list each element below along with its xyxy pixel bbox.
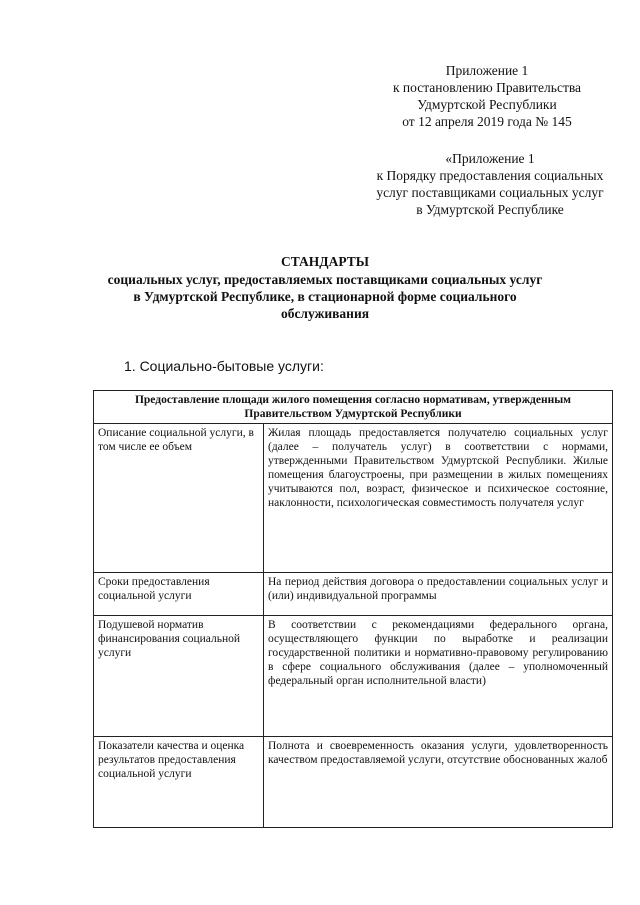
table-row <box>94 616 613 737</box>
row-label: Подушевой норматив финансирования социальной услуги <box>94 616 264 737</box>
appendix-main-line-1: Приложение 1 <box>445 63 529 78</box>
appendix-inner-block <box>345 150 635 218</box>
title-heading: СТАНДАРТЫ <box>280 254 370 269</box>
row-value: На период действия договора о предоставлении социальных услуг и (или) индивидуальной программы <box>264 573 613 616</box>
document-title <box>80 253 570 322</box>
table-row <box>94 573 613 616</box>
appendix-main-line-3: Удмуртской Республики <box>417 97 557 112</box>
table-row <box>94 737 613 828</box>
appendix-inner-line-1: «Приложение 1 <box>445 151 535 166</box>
appendix-inner-line-4: в Удмуртской Республике <box>416 202 564 217</box>
section-heading: 1. Социально-бытовые услуги: <box>124 358 324 374</box>
appendix-main-line-4: от 12 апреля 2019 года № 145 <box>402 114 572 129</box>
service-standard-table <box>93 390 613 828</box>
row-label: Сроки предоставления социальной услуги <box>94 573 264 616</box>
title-line-3: обслуживания <box>280 306 370 321</box>
appendix-inner-line-3: услуг поставщиками социальных услуг <box>376 185 604 200</box>
table-header: Предоставление площади жилого помещения согласно нормативам, утвержденным Правительством Удмуртской Республики <box>94 391 613 424</box>
appendix-main-block <box>372 62 602 130</box>
table-header-row <box>94 391 613 424</box>
title-line-1: социальных услуг, предоставляемых поставщиками социальных услуг <box>107 272 543 287</box>
row-value: Жилая площадь предоставляется получателю социальных услуг (далее – получатель услуг) в соответствии с нормами, утвержденными Правительством Удмуртской Республики. Жилые помещения благоустроены, при размещении в жилых помещениях учитываются пол, возраст, физическое и психическое состояние, наклонности, психологическая совместимость получателя услуг <box>264 424 613 573</box>
appendix-inner-line-2: к Порядку предоставления социальных <box>376 168 604 183</box>
table-row <box>94 424 613 573</box>
row-label: Описание социальной услуги, в том числе ее объем <box>94 424 264 573</box>
row-value: В соответствии с рекомендациями федерального органа, осуществляющего функции по выработке и реализации государственной политики и нормативно-правовому регулированию в сфере социального обслуживания (далее – уполномоченный федеральный орган исполнительной власти) <box>264 616 613 737</box>
title-line-2: в Удмуртской Республике, в стационарной форме социального <box>133 289 517 304</box>
row-value: Полнота и своевременность оказания услуги, удовлетворенность качеством предоставляемой услуги, отсутствие обоснованных жалоб <box>264 737 613 828</box>
appendix-main-line-2: к постановлению Правительства <box>392 80 582 95</box>
row-label: Показатели качества и оценка результатов предоставления социальной услуги <box>94 737 264 828</box>
